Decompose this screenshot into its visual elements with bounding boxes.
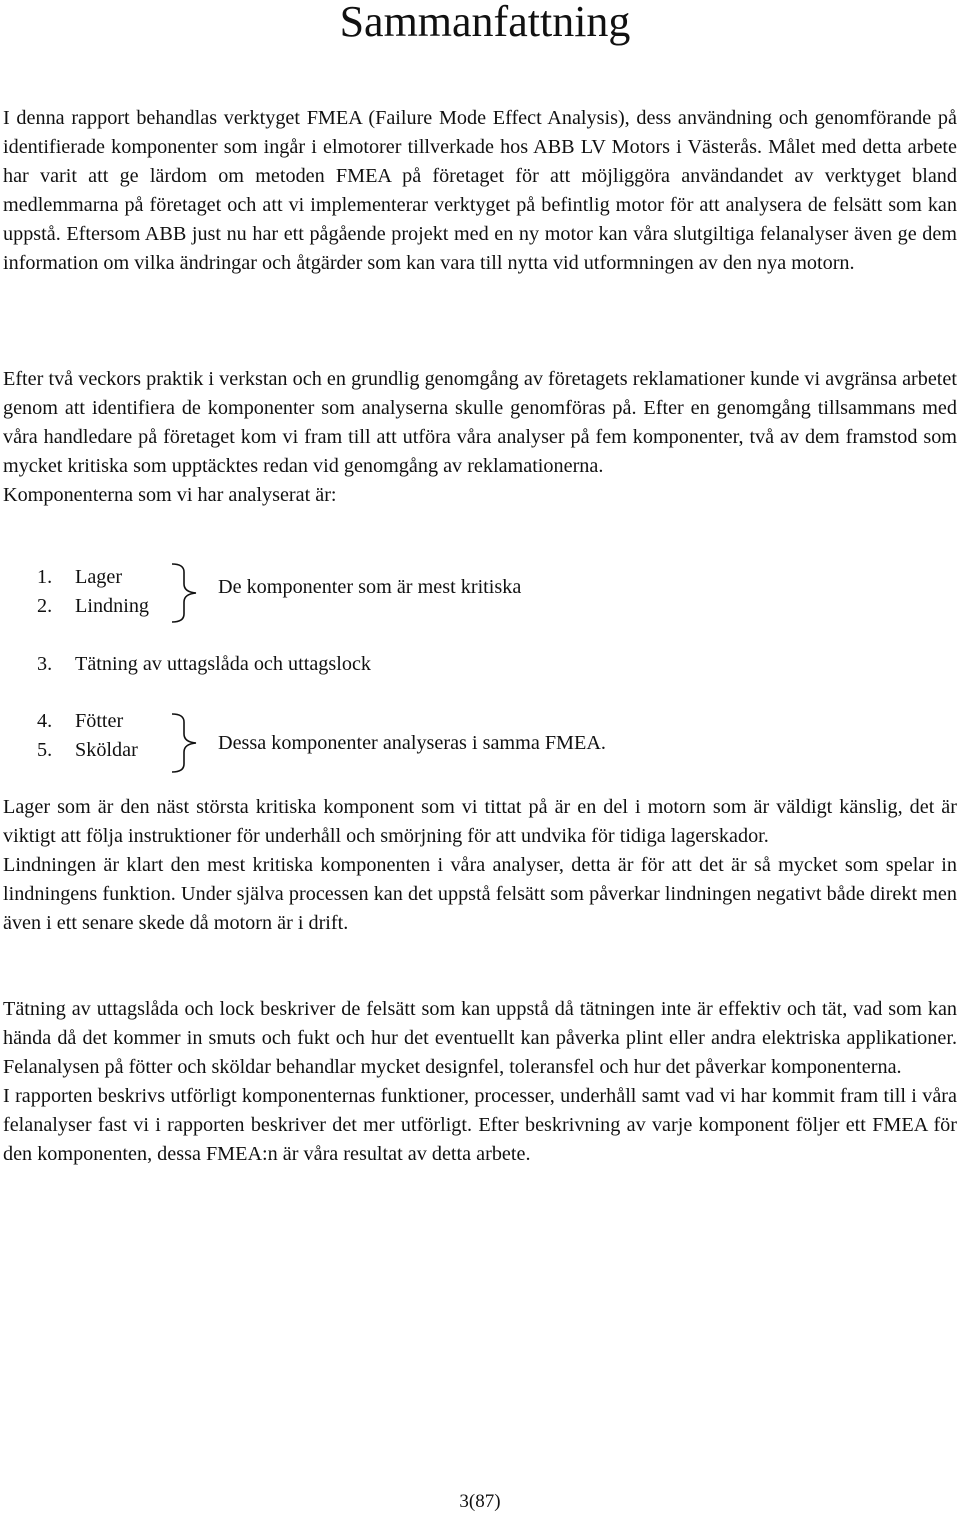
right-brace-icon	[170, 712, 202, 774]
list-item	[37, 650, 371, 679]
list-item-label: Lager	[75, 566, 123, 588]
paragraph-text: I rapporten beskrivs utförligt komponenternas funktioner, processer, underhåll samt vad vi har kommit fram till i våra felanalyser fast vi i rapporten beskriver det mer utförligt. Efter beskrivning av varje komponent följer ett FMEA för den komponenten, dessa FMEA:n är våra resultat av detta arbete.	[3, 1085, 957, 1165]
group-note-fmea: Dessa komponenter analyseras i samma FMEA.	[218, 732, 606, 754]
list-item	[37, 707, 123, 736]
right-brace-icon	[170, 562, 202, 624]
paragraph-text: Lager som är den näst största kritiska komponent som vi tittat på är en del i motorn som är väldigt känslig, det är viktigt att följa instruktioner för underhåll och smörjning för att undvika för tidiga lagerskador.	[3, 796, 957, 847]
page-number: 3(87)	[459, 1491, 501, 1512]
paragraph-bearings-winding	[3, 793, 957, 938]
list-item-number: 5.	[37, 739, 53, 761]
paragraph-text: Lindningen är klart den mest kritiska komponenten i våra analyser, detta är för att det är så mycket som spelar in lindningens funktion. Under själva processen kan det uppstå felsätt som påverkar lindningen negativt både direkt men även i ett senare skede då motorn är i drift.	[3, 854, 957, 934]
paragraph-sealing-report	[3, 995, 957, 1169]
paragraph-scope	[3, 365, 957, 510]
list-item-number: 2.	[37, 595, 53, 617]
paragraph-introduction	[3, 104, 957, 278]
list-item	[37, 736, 138, 765]
list-item-number: 4.	[37, 710, 53, 732]
list-item	[37, 592, 149, 621]
paragraph-text: Efter två veckors praktik i verkstan och en grundlig genomgång av företagets reklamationer kunde vi avgränsa arbetet genom att identifiera de komponenter som analyserna skulle genomföras på. Efter en genomgång tillsammans med våra handledare på företaget kom vi fram till att utföra våra analyser på fem komponenter, två av dem framstod som mycket kritiska som upptäcktes redan vid genomgång av reklamationerna.	[3, 368, 957, 477]
list-item-number: 1.	[37, 566, 53, 588]
list-item-label: Tätning av uttagslåda och uttagslock	[75, 653, 372, 675]
list-item	[37, 563, 122, 592]
group-note-critical: De komponenter som är mest kritiska	[218, 576, 522, 598]
list-item-number: 3.	[37, 653, 53, 675]
paragraph-text: Tätning av uttagslåda och lock beskriver de felsätt som kan uppstå då tätningen inte är effektiv och tät, vad som kan hända då det kommer in smuts och fukt och hur det eventuellt kan påverka plint eller andra elektriska applikationer. Felanalysen på fötter och sköldar behandlar mycket designfel, toleransfel och hur det påverkar komponenterna.	[3, 998, 957, 1078]
paragraph-text: I denna rapport behandlas verktyget FMEA (Failure Mode Effect Analysis), dess användning och genomförande på identifierade komponenter som ingår i elmotorer tillverkade hos ABB LV Motors i Västerås. Målet med detta arbete har varit att ge lärdom om metoden FMEA på företaget för att möjliggöra användandet av verktyget bland medlemmarna på företaget och att vi implementerar verktyget på befintlig motor för att analysera de felsätt som kan uppstå. Eftersom ABB just nu har ett pågående projekt med en ny motor kan våra slutgiltiga felanalyser även ge dem information om vilka ändringar och åtgärder som kan vara till nytta vid utformningen av den nya motorn.	[3, 107, 957, 274]
list-item-label: Sköldar	[75, 739, 138, 761]
paragraph-list-intro: Komponenterna som vi har analyserat är:	[3, 484, 337, 506]
page-title: Sammanfattning	[339, 0, 631, 46]
list-item-label: Lindning	[75, 595, 150, 617]
list-item-label: Fötter	[75, 710, 124, 732]
